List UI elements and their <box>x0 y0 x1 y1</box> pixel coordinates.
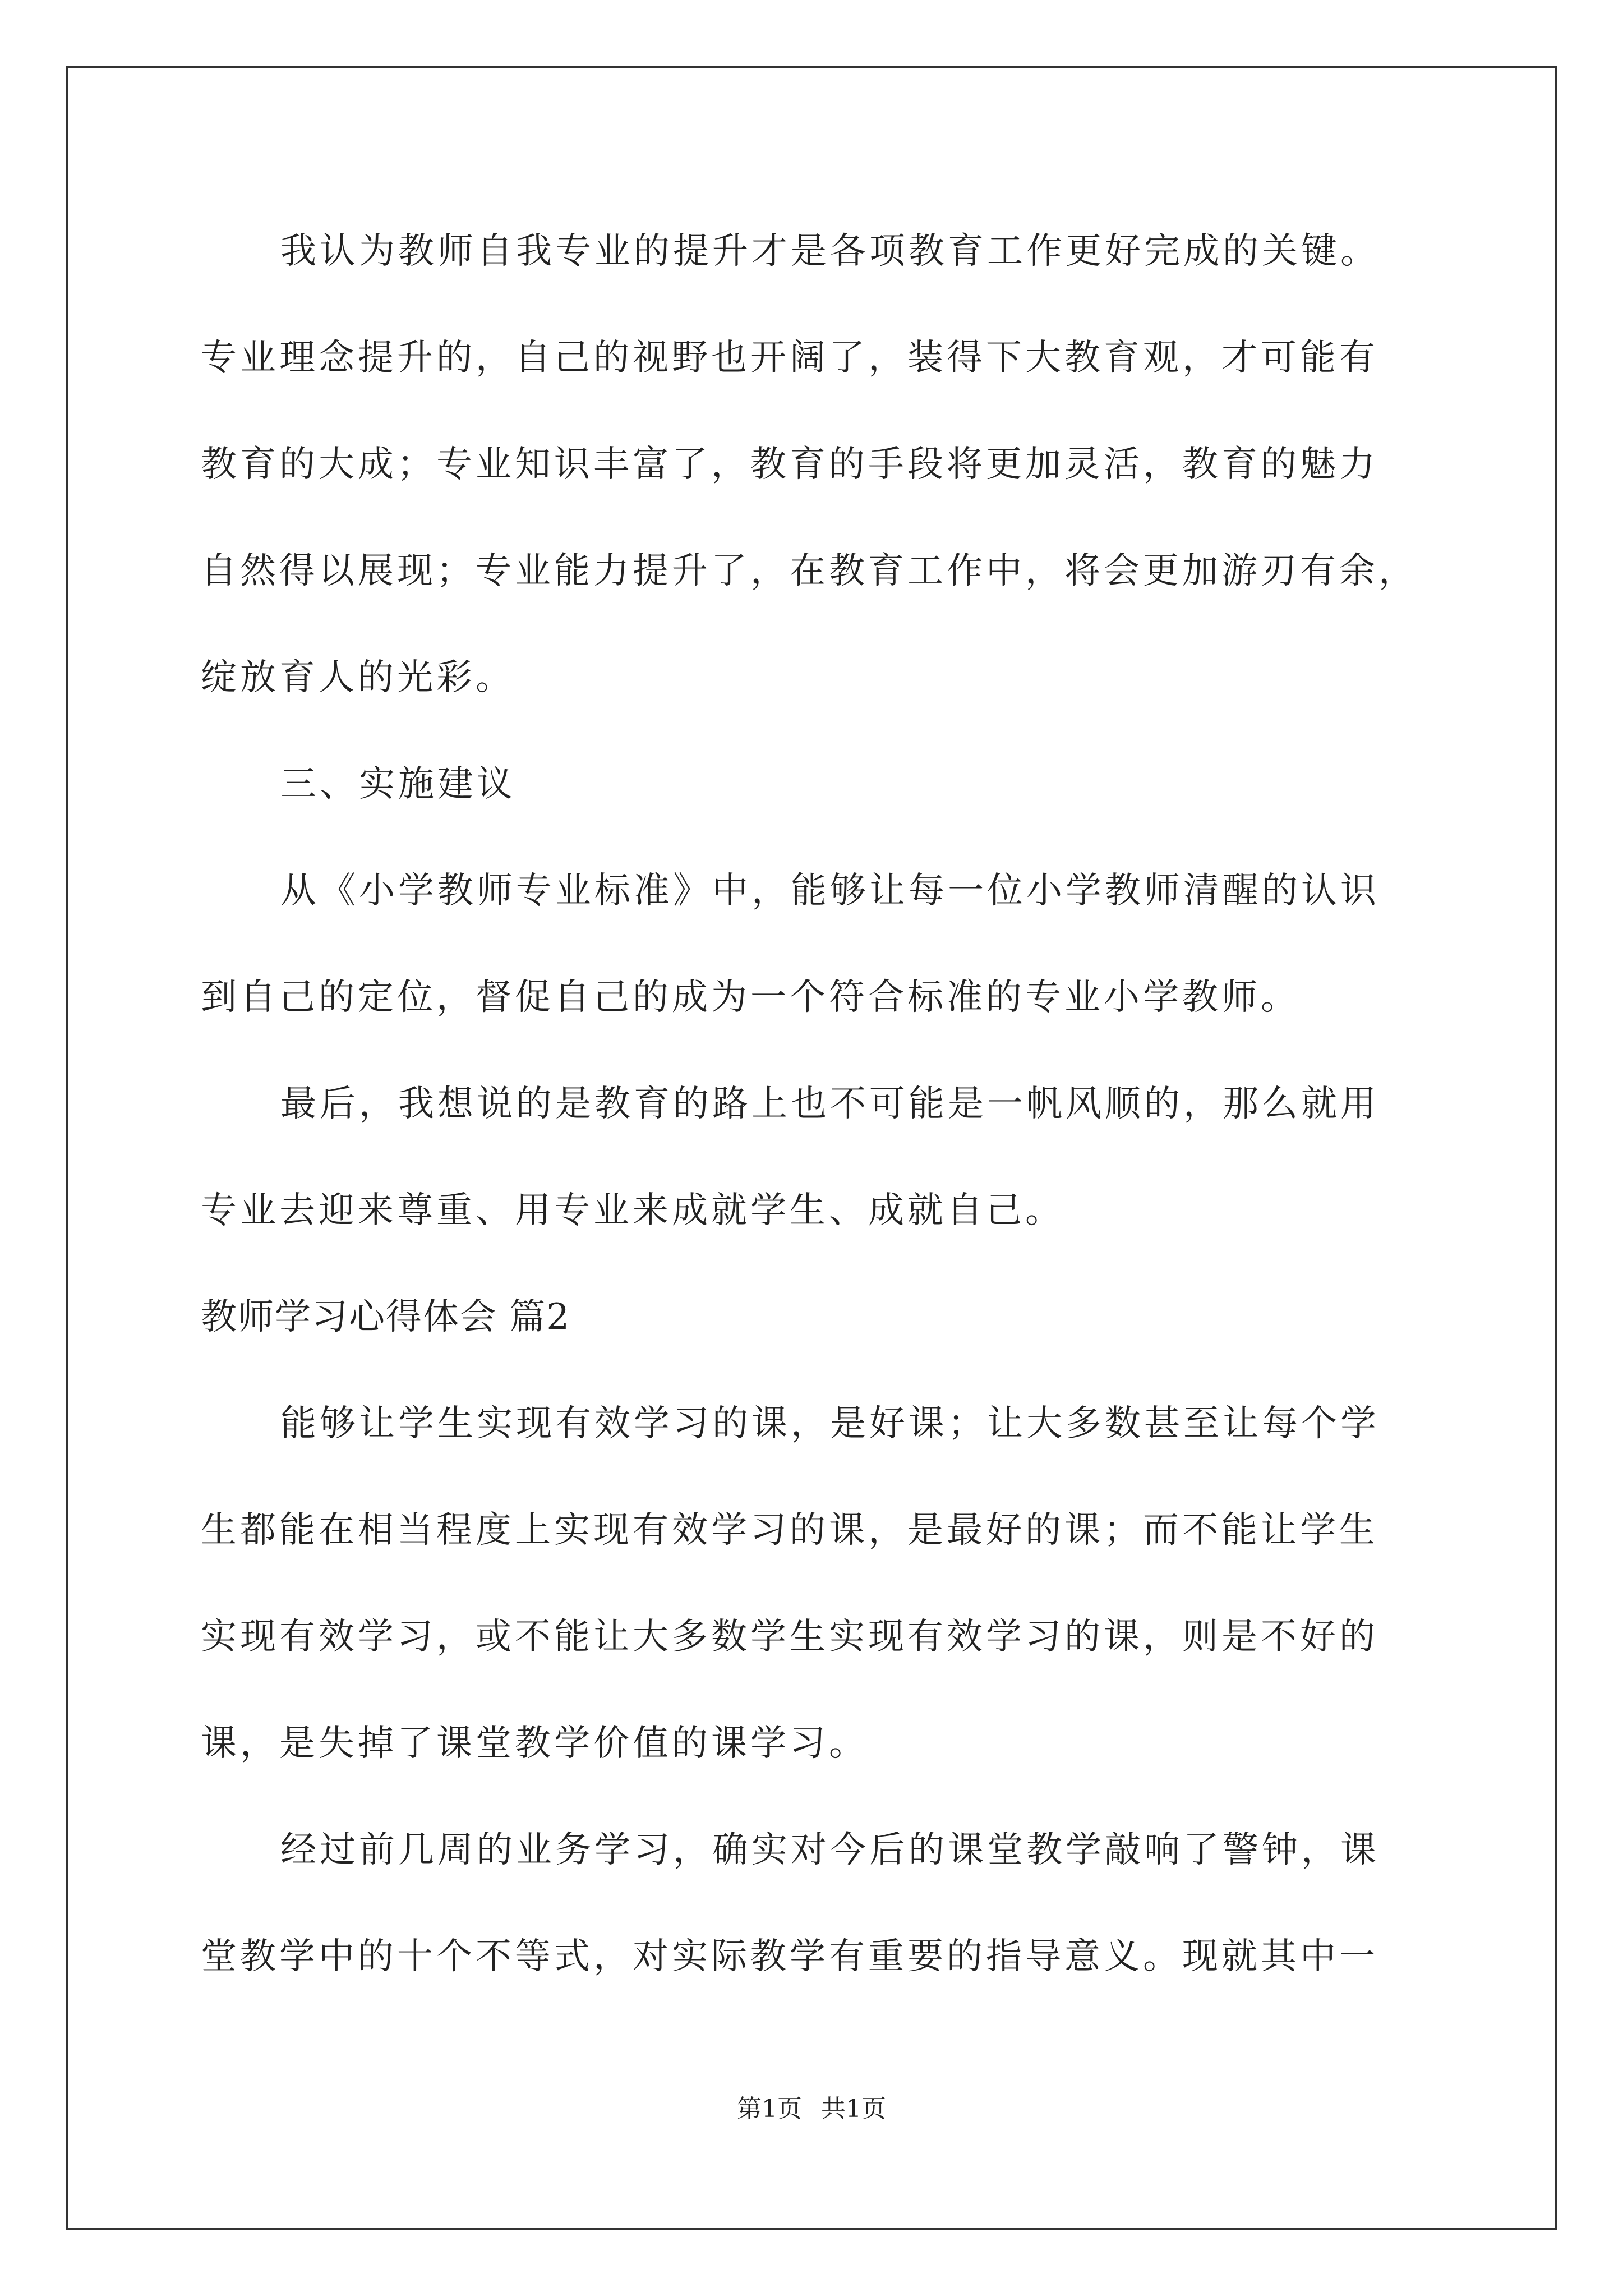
paragraph-line: 我认为教师自我专业的提升才是各项教育工作更好完成的关键。 <box>280 231 1380 272</box>
paragraph-line: 自然得以展现；专业能力提升了，在教育工作中，将会更加游刃有余， <box>201 550 1418 592</box>
paragraph-line: 经过前几周的业务学习，确实对今后的课堂教学敲响了警钟，课 <box>280 1829 1380 1871</box>
page-footer: 第1页 共1页 <box>737 2095 886 2123</box>
page-border <box>66 66 1557 2230</box>
paragraph-line: 最后，我想说的是教育的路上也不可能是一帆风顺的，那么就用 <box>280 1083 1380 1125</box>
paragraph-line: 专业去迎来尊重、用专业来成就学生、成就自己。 <box>201 1190 1064 1231</box>
paragraph-line: 到自己的定位，督促自己的成为一个符合标准的专业小学教师。 <box>201 977 1300 1018</box>
paragraph-line: 专业理念提升的，自己的视野也开阔了，装得下大教育观，才可能有 <box>201 337 1378 379</box>
paragraph-line: 绽放育人的光彩。 <box>201 657 515 698</box>
paragraph-line: 教育的大成；专业知识丰富了，教育的手段将更加灵活，教育的魅力 <box>201 444 1378 485</box>
article-title: 教师学习心得体会 篇2 <box>201 1296 571 1338</box>
paragraph-line: 堂教学中的十个不等式，对实际教学有重要的指导意义。现就其中一 <box>201 1936 1378 1977</box>
paragraph-line: 课，是失掉了课堂教学价值的课学习。 <box>201 1723 868 1764</box>
paragraph-line: 生都能在相当程度上实现有效学习的课，是最好的课；而不能让学生 <box>201 1510 1378 1551</box>
section-heading: 三、实施建议 <box>280 763 516 805</box>
paragraph-line: 实现有效学习，或不能让大多数学生实现有效学习的课，则是不好的 <box>201 1616 1378 1658</box>
paragraph-line: 能够让学生实现有效学习的课，是好课；让大多数甚至让每个学 <box>280 1403 1380 1444</box>
paragraph-line: 从《小学教师专业标准》中，能够让每一位小学教师清醒的认识 <box>280 870 1380 912</box>
